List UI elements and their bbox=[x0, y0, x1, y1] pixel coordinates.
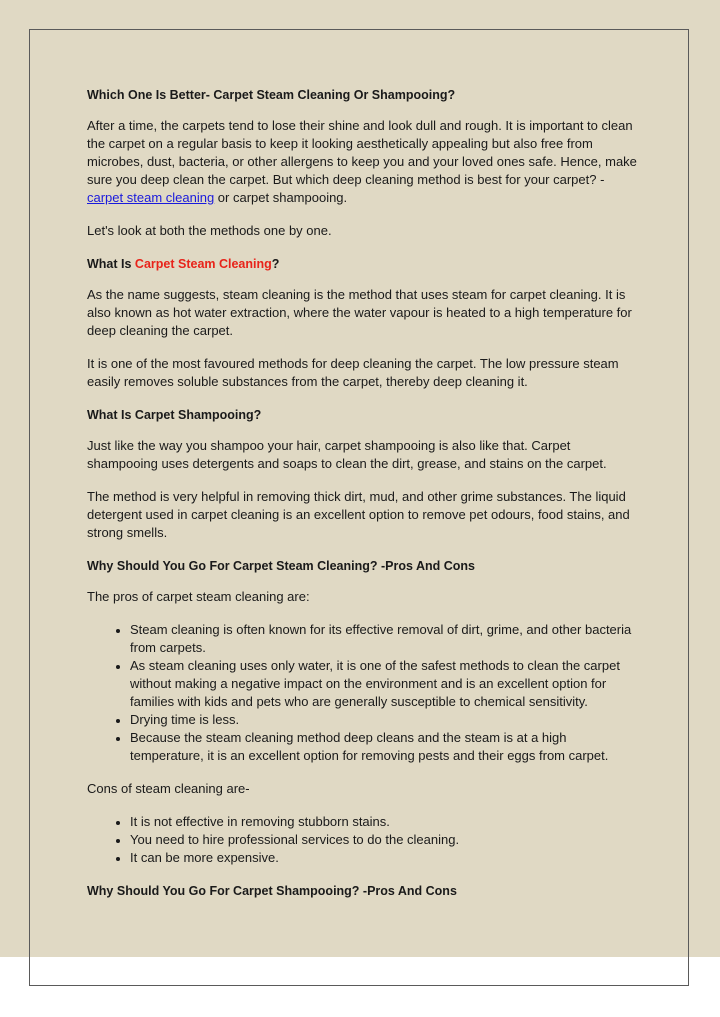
steam-paragraph-2: It is one of the most favoured methods for deep cleaning the carpet. The low pressure steam easily removes soluble substances from the carpet, thereby deep cleaning it. bbox=[87, 356, 619, 389]
shampoo-paragraph-1: Just like the way you shampoo your hair, carpet shampooing is also like that. Carpet shampooing uses detergents and soaps to clean the dirt, grease, and stains on the carpet. bbox=[87, 438, 607, 471]
shampooing-heading: What Is Carpet Shampooing? bbox=[87, 408, 262, 422]
article-title: Which One Is Better- Carpet Steam Cleaning Or Shampooing? bbox=[87, 88, 456, 102]
lets-look-paragraph: Let's look at both the methods one by one. bbox=[87, 223, 332, 238]
list-item: • Drying time is less. bbox=[130, 711, 637, 729]
cons-intro: Cons of steam cleaning are- bbox=[87, 781, 250, 796]
pros-intro: The pros of carpet steam cleaning are: bbox=[87, 589, 310, 604]
cons-list bbox=[87, 813, 637, 867]
shampoo-paragraph-2: The method is very helpful in removing thick dirt, mud, and other grime substances. The liquid detergent used in carpet cleaning is an excellent option to remove pet odours, food stains, and strong smells. bbox=[87, 489, 630, 540]
page-bottom-area bbox=[30, 957, 688, 985]
why-steam-heading: Why Should You Go For Carpet Steam Cleaning? -Pros And Cons bbox=[87, 559, 475, 573]
steam-heading-highlight: Carpet Steam Cleaning bbox=[134, 257, 272, 271]
document-page bbox=[29, 29, 689, 986]
carpet-steam-cleaning-link[interactable]: carpet steam cleaning bbox=[87, 190, 215, 205]
steam-cleaning-heading bbox=[87, 255, 637, 273]
steam-heading-suffix: ? bbox=[271, 257, 280, 271]
list-item: • It is not effective in removing stubborn stains. bbox=[130, 813, 637, 831]
intro-paragraph bbox=[87, 117, 637, 207]
steam-paragraph-1: As the name suggests, steam cleaning is the method that uses steam for carpet cleaning. It is also known as hot water extraction, where the water vapour is heated to a high temperature for deep cleaning the carpet. bbox=[87, 287, 632, 338]
list-item: • Steam cleaning is often known for its effective removal of dirt, grime, and other bacteria from carpets. bbox=[130, 621, 637, 657]
intro-text: After a time, the carpets tend to lose their shine and look dull and rough. It is important to clean the carpet on a regular basis to keep it looking aesthetically appealing but also free from microbes, dust, bacteria, or other allergens to keep you and your loved ones safe. Hence, make sure you deep clean the carpet. But which deep cleaning method is best for your carpet? - bbox=[87, 118, 637, 187]
intro-suffix: or carpet shampooing. bbox=[214, 190, 348, 205]
article-body bbox=[87, 86, 637, 913]
why-shampoo-heading: Why Should You Go For Carpet Shampooing? -Pros And Cons bbox=[87, 884, 457, 898]
pros-list bbox=[87, 621, 637, 765]
list-item: • Because the steam cleaning method deep cleans and the steam is at a high temperature, it is an excellent option for removing pests and their eggs from carpet. bbox=[130, 729, 637, 765]
list-item: • You need to hire professional services to do the cleaning. bbox=[130, 831, 637, 849]
list-item: • It can be more expensive. bbox=[130, 849, 637, 867]
steam-heading-prefix: What Is bbox=[87, 257, 135, 271]
list-item: • As steam cleaning uses only water, it is one of the safest methods to clean the carpet without making a negative impact on the environment and is an excellent option for families with kids and pets who are generally susceptible to chemical sensitivity. bbox=[130, 657, 637, 711]
